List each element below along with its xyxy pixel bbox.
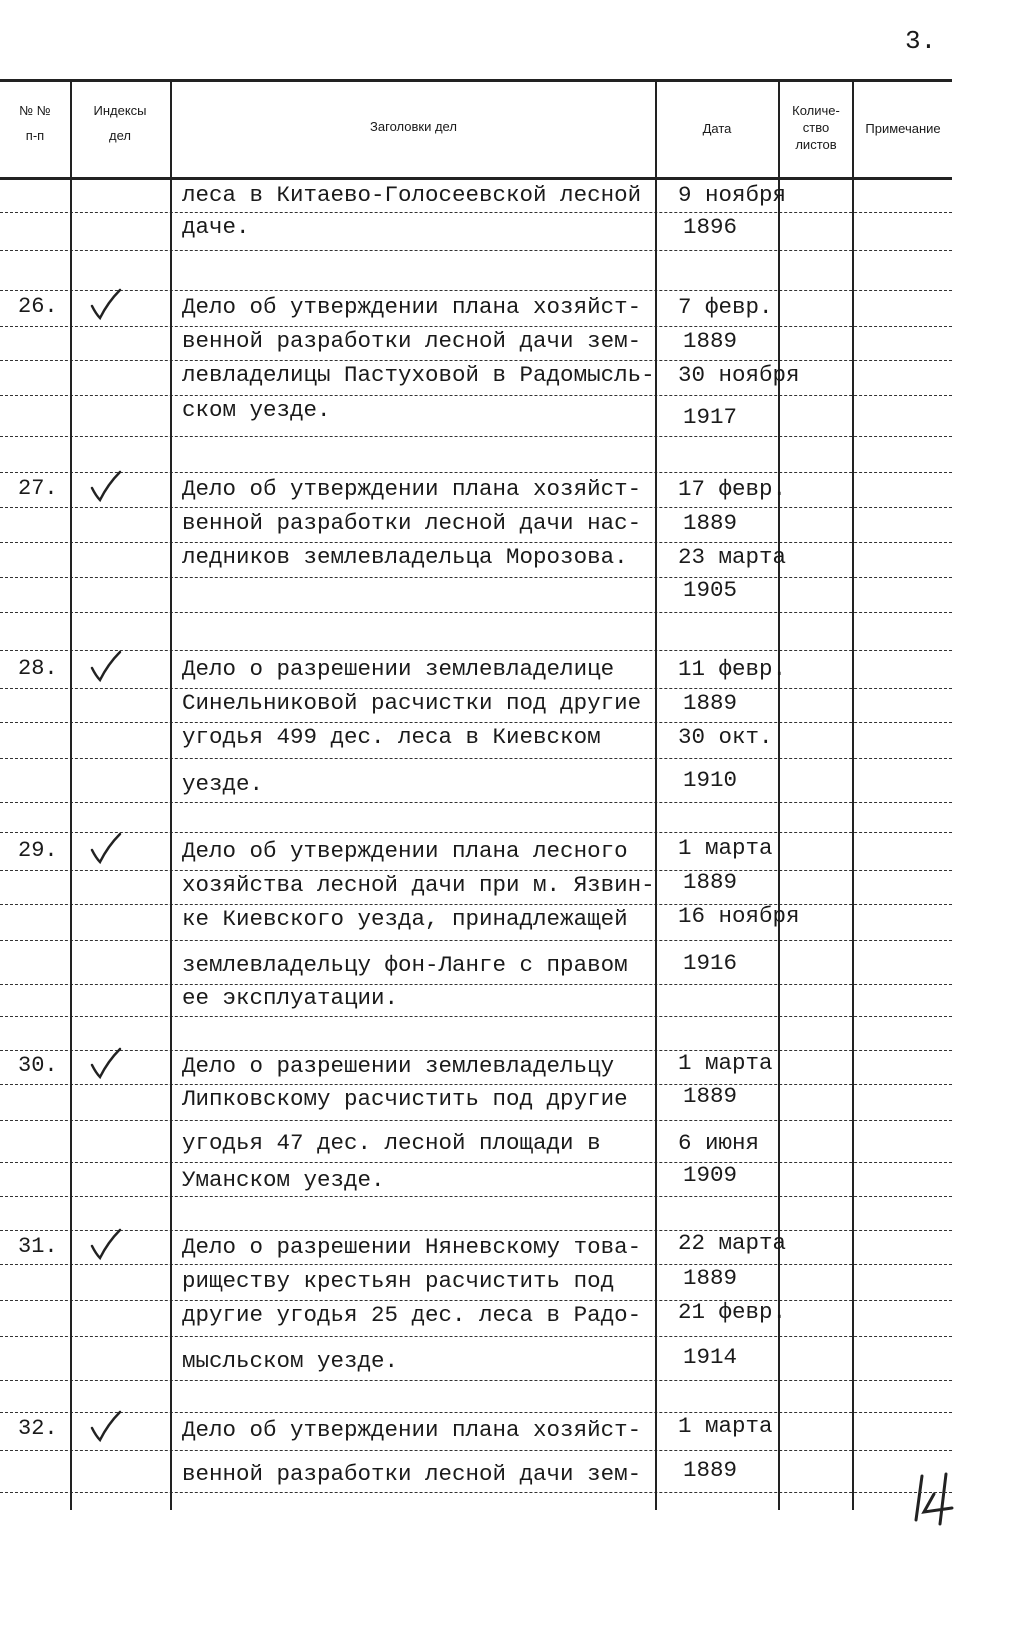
entry-title-line: Дело о разрешении землевладелице bbox=[182, 656, 615, 682]
entry-date: 1896 bbox=[683, 214, 738, 240]
entry-date: 1917 bbox=[683, 404, 738, 430]
row-rule bbox=[0, 212, 952, 213]
column-rule bbox=[778, 80, 780, 1510]
header-bottom-rule bbox=[0, 177, 952, 180]
checkmark-icon bbox=[88, 650, 124, 684]
row-rule bbox=[0, 472, 952, 473]
column-rule bbox=[852, 80, 854, 1510]
row-rule bbox=[0, 1450, 952, 1451]
row-rule bbox=[0, 577, 952, 578]
entry-title-line: Дело о разрешении землевладельцу bbox=[182, 1053, 615, 1079]
row-rule bbox=[0, 1230, 952, 1231]
row-rule bbox=[0, 1016, 952, 1017]
entry-date: 6 июня bbox=[678, 1130, 760, 1156]
entry-number: 30. bbox=[18, 1053, 58, 1078]
entry-date: 1909 bbox=[683, 1162, 738, 1188]
entry-date: 1889 bbox=[683, 1265, 738, 1291]
row-rule bbox=[0, 1492, 952, 1493]
entry-date: 1 марта bbox=[678, 1050, 773, 1076]
header-date: Дата bbox=[702, 121, 732, 136]
header-index bbox=[72, 102, 168, 144]
entry-title-line: риществу крестьян расчистить под bbox=[182, 1268, 615, 1294]
row-rule bbox=[0, 436, 952, 437]
entry-date: 1889 bbox=[683, 328, 738, 354]
entry-date: 16 ноября bbox=[678, 903, 800, 929]
header-sheet-count bbox=[779, 102, 853, 153]
row-rule bbox=[0, 542, 952, 543]
header-index-line: дел bbox=[109, 128, 131, 143]
row-rule bbox=[0, 984, 952, 985]
entry-date: 11 февр. bbox=[678, 656, 787, 682]
row-rule bbox=[0, 1120, 952, 1121]
entry-date: 1889 bbox=[683, 510, 738, 536]
entry-title-line: Липковскому расчистить под другие bbox=[182, 1086, 628, 1112]
entry-title-line: ледников землевладельца Морозова. bbox=[182, 544, 628, 570]
row-rule bbox=[0, 1196, 952, 1197]
checkmark-icon bbox=[88, 1410, 124, 1444]
entry-title-line: другие угодья 25 дес. леса в Радо- bbox=[182, 1302, 642, 1328]
entry-date: 1889 bbox=[683, 1083, 738, 1109]
row-rule bbox=[0, 326, 952, 327]
row-rule bbox=[0, 1084, 952, 1085]
checkmark-icon bbox=[88, 288, 124, 322]
entry-title-line: даче. bbox=[182, 214, 250, 240]
column-rule bbox=[655, 80, 657, 1510]
entry-title-line: Дело об утверждении плана лесного bbox=[182, 838, 628, 864]
row-rule bbox=[0, 1264, 952, 1265]
entry-title-line: мысльском уезде. bbox=[182, 1348, 399, 1374]
entry-date: 1910 bbox=[683, 767, 738, 793]
entry-title-line: ском уезде. bbox=[182, 397, 331, 423]
entry-title-line: угодья 499 дес. леса в Киевском bbox=[182, 724, 601, 750]
row-rule bbox=[0, 360, 952, 361]
entry-date: 1889 bbox=[683, 869, 738, 895]
header-index-line: Индексы bbox=[93, 103, 147, 118]
entry-title-line: ке Киевского уезда, принадлежащей bbox=[182, 906, 628, 932]
page-number: 3. bbox=[905, 26, 937, 56]
row-rule bbox=[0, 802, 952, 803]
table-top-rule bbox=[0, 79, 952, 82]
checkmark-icon bbox=[88, 1228, 124, 1262]
row-rule bbox=[0, 688, 952, 689]
entry-title-line: левладелицы Пастуховой в Радомысль- bbox=[182, 362, 655, 388]
checkmark-icon bbox=[88, 1047, 124, 1081]
entry-title-line: венной разработки лесной дачи нас- bbox=[182, 510, 642, 536]
entry-title-line: Дело об утверждении плана хозяйст- bbox=[182, 1417, 642, 1443]
entry-date: 1916 bbox=[683, 950, 738, 976]
entry-date: 1 марта bbox=[678, 1413, 773, 1439]
row-rule bbox=[0, 904, 952, 905]
entry-date: 9 ноября bbox=[678, 182, 787, 208]
row-rule bbox=[0, 1162, 952, 1163]
entry-number: 27. bbox=[18, 476, 58, 501]
row-rule bbox=[0, 722, 952, 723]
handwritten-sheet-number bbox=[912, 1468, 968, 1528]
entry-title-line: хозяйства лесной дачи при м. Язвин- bbox=[182, 872, 655, 898]
entry-date: 1889 bbox=[683, 1457, 738, 1483]
entry-number: 29. bbox=[18, 838, 58, 863]
entry-date: 30 ноября bbox=[678, 362, 800, 388]
row-rule bbox=[0, 1300, 952, 1301]
entry-number: 32. bbox=[18, 1416, 58, 1441]
row-rule bbox=[0, 832, 952, 833]
row-rule bbox=[0, 940, 952, 941]
row-rule bbox=[0, 250, 952, 251]
row-rule bbox=[0, 1336, 952, 1337]
row-rule bbox=[0, 507, 952, 508]
column-rule bbox=[170, 80, 172, 1510]
row-rule bbox=[0, 1412, 952, 1413]
header-count-line: листов bbox=[795, 137, 837, 152]
row-rule bbox=[0, 650, 952, 651]
header-number-line: п-п bbox=[25, 128, 45, 143]
row-rule bbox=[0, 1050, 952, 1051]
row-rule bbox=[0, 395, 952, 396]
header-number-line: № № bbox=[19, 103, 51, 118]
entry-title-line: венной разработки лесной дачи зем- bbox=[182, 1461, 642, 1487]
entry-date: 23 марта bbox=[678, 544, 787, 570]
header-count-line: ство bbox=[802, 120, 830, 135]
entry-number: 31. bbox=[18, 1234, 58, 1259]
entry-title-line: ее эксплуатации. bbox=[182, 985, 399, 1011]
entry-date: 7 февр. bbox=[678, 294, 773, 320]
header-number bbox=[2, 102, 68, 144]
column-rule bbox=[70, 80, 72, 1510]
entry-date: 21 февр. bbox=[678, 1299, 787, 1325]
entry-title-line: Уманском уезде. bbox=[182, 1167, 385, 1193]
entry-title-line: Дело о разрешении Няневскому това- bbox=[182, 1234, 642, 1260]
entry-date: 30 окт. bbox=[678, 724, 773, 750]
entry-date: 17 февр. bbox=[678, 476, 787, 502]
header-title: Заголовки дел bbox=[370, 119, 457, 134]
entry-date: 1905 bbox=[683, 577, 738, 603]
entry-title-line: уезде. bbox=[182, 771, 264, 797]
row-rule bbox=[0, 870, 952, 871]
entry-title-line: Синельниковой расчистки под другие bbox=[182, 690, 642, 716]
entry-title-line: угодья 47 дес. лесной площади в bbox=[182, 1130, 601, 1156]
entry-date: 1 марта bbox=[678, 835, 773, 861]
entry-title-line: Дело об утверждении плана хозяйст- bbox=[182, 294, 642, 320]
entry-date: 1889 bbox=[683, 690, 738, 716]
entry-title-line: леса в Китаево-Голосеевской лесной bbox=[182, 182, 642, 208]
entry-date: 22 марта bbox=[678, 1230, 787, 1256]
row-rule bbox=[0, 612, 952, 613]
row-rule bbox=[0, 1380, 952, 1381]
entry-title-line: землевладельцу фон-Ланге с правом bbox=[182, 952, 628, 978]
checkmark-icon bbox=[88, 832, 124, 866]
checkmark-icon bbox=[88, 470, 124, 504]
entry-title-line: Дело об утверждении плана хозяйст- bbox=[182, 476, 642, 502]
row-rule bbox=[0, 758, 952, 759]
entry-title-line: венной разработки лесной дачи зем- bbox=[182, 328, 642, 354]
entry-date: 1914 bbox=[683, 1344, 738, 1370]
entry-number: 28. bbox=[18, 656, 58, 681]
header-note: Примечание bbox=[865, 121, 941, 136]
row-rule bbox=[0, 290, 952, 291]
header-count-line: Количе- bbox=[792, 103, 840, 118]
entry-number: 26. bbox=[18, 294, 58, 319]
